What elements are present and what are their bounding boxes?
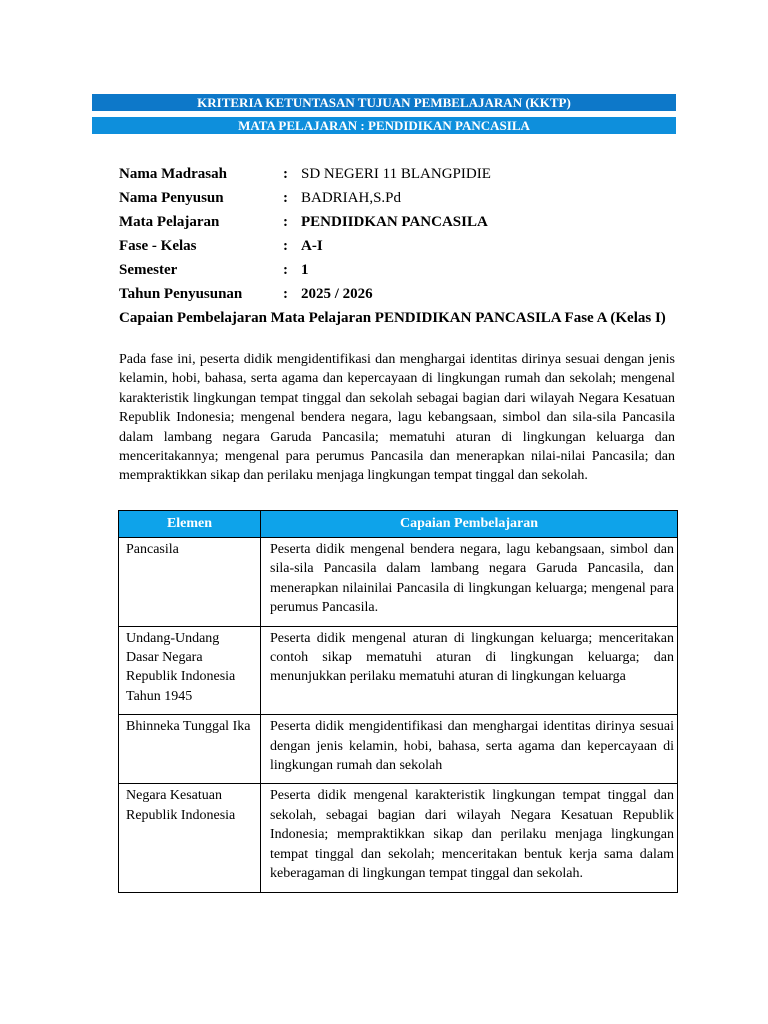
info-separator: : (283, 166, 288, 182)
info-separator: : (283, 238, 288, 254)
capaian-cell: Peserta didik mengenal bendera negara, lagu kebangsaan, simbol dan sila-sila Pancasila dalam lambang negara Garuda Pancasila, dan menerapkan nilainilai Pancasila di lingkungan keluarga; mengenal para perumus Pancasila. (261, 538, 678, 627)
table-row (119, 538, 678, 627)
table-row (119, 784, 678, 892)
info-value: PENDIIDKAN PANCASILA (301, 214, 488, 230)
info-separator: : (283, 262, 288, 278)
info-label: Mata Pelajaran (119, 214, 220, 230)
table-row (119, 626, 678, 715)
info-value: A-I (301, 238, 323, 254)
elemen-cell: Pancasila (119, 538, 261, 627)
capaian-title: Capaian Pembelajaran Mata Pelajaran PENDIDIKAN PANCASILA Fase A (Kelas I) (119, 310, 666, 326)
capaian-table (118, 510, 678, 893)
capaian-cell: Peserta didik mengidentifikasi dan menghargai identitas dirinya sesuai dengan jenis kelamin, hobi, bahasa, serta agama dan kepercayaan di lingkungan rumah dan sekolah (261, 715, 678, 784)
elemen-cell: Bhinneka Tunggal Ika (119, 715, 261, 784)
subject-banner: MATA PELAJARAN : PENDIDIKAN PANCASILA (92, 117, 676, 134)
info-label: Fase - Kelas (119, 238, 197, 254)
capaian-paragraph: Pada fase ini, peserta didik mengidentifikasi dan menghargai identitas dirinya sesuai dengan jenis kelamin, hobi, bahasa, serta agama dan kepercayaan di lingkungan rumah dan sekolah; mengenal karakteristik lingkungan tempat tinggal dan sekolah sebagai bagian dari wilayah Negara Kesatuan Republik Indonesia; mengenal bendera negara, lagu kebangsaan, simbol dan sila-sila Pancasila dalam lambang negara Garuda Pancasila; mematuhi aturan di lingkungan keluarga dan menceritakannya; mengenal para perumus Pancasila dan menerapkan nilai-nilai Pancasila; dan mempraktikkan sikap dan perilaku menjaga lingkungan tempat tinggal dan sekolah. (119, 352, 675, 484)
info-label: Nama Penyusun (119, 190, 224, 206)
header-capaian: Capaian Pembelajaran (261, 511, 678, 538)
info-value: 2025 / 2026 (301, 286, 373, 302)
info-value: SD NEGERI 11 BLANGPIDIE (301, 166, 491, 182)
info-value: 1 (301, 262, 309, 278)
info-separator: : (283, 286, 288, 302)
elemen-cell: Negara Kesatuan Republik Indonesia (119, 784, 261, 892)
capaian-cell: Peserta didik mengenal karakteristik lingkungan tempat tinggal dan sekolah, sebagai bagian dari wilayah Negara Kesatuan Republik Indonesia; mempraktikkan sikap dan perilaku menjaga lingkungan tempat tinggal dan sekolah; menceritakan bentuk kerja sama dalam keberagaman di lingkungan tempat tinggal dan sekolah. (261, 784, 678, 892)
table-row (119, 715, 678, 784)
info-label: Nama Madrasah (119, 166, 227, 182)
info-separator: : (283, 214, 288, 230)
info-value: BADRIAH,S.Pd (301, 190, 402, 206)
info-label: Tahun Penyusunan (119, 286, 243, 302)
header-elemen: Elemen (119, 511, 261, 538)
info-label: Semester (119, 262, 178, 278)
capaian-cell: Peserta didik mengenal aturan di lingkungan keluarga; menceritakan contoh sikap mematuhi aturan di lingkungan keluarga; dan menunjukkan perilaku mematuhi aturan di lingkungan keluarga (261, 626, 678, 715)
elemen-cell: Undang-Undang Dasar Negara Republik Indonesia Tahun 1945 (119, 626, 261, 715)
table-header-row (119, 511, 678, 538)
info-separator: : (283, 190, 288, 206)
document-title-banner: KRITERIA KETUNTASAN TUJUAN PEMBELAJARAN (KKTP) (92, 94, 676, 111)
